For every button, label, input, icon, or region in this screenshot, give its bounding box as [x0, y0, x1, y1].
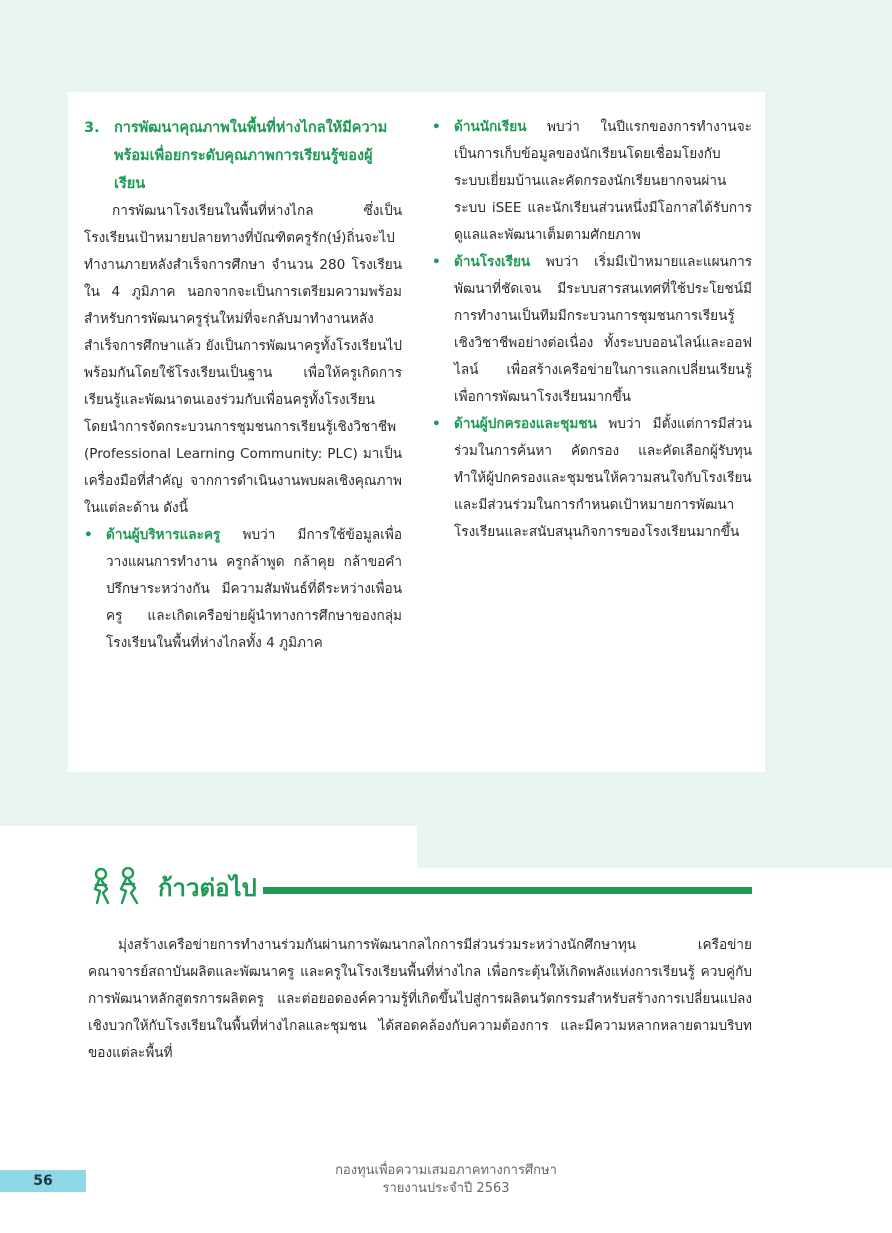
page-number: 56 [0, 1170, 86, 1192]
next-steps-title: ก้าวต่อไป [158, 873, 257, 902]
bullet-icon: • [432, 119, 441, 135]
left-column [84, 114, 402, 657]
bullet-text: พบว่า ในปีแรกของการทำงานจะเป็นการเก็บข้อมูลของนักเรียนโดยเชื่อมโยงกับระบบเยี่ยมบ้านและคัดกรองนักเรียนยากจนผ่านระบบ iSEE และนักเรียนส่วนหนึ่งมีโอกาสได้รับการดูแลและพัฒนาเต็มตามศักยภาพ [454, 119, 752, 243]
section-number: 3. [84, 120, 100, 136]
bullet-lead: ด้านผู้ปกครองและชุมชน [454, 416, 597, 432]
bullet-icon: • [432, 254, 441, 270]
bullet-lead: ด้านนักเรียน [454, 119, 527, 135]
bullet-text: พบว่า มีตั้งแต่การมีส่วนร่วมในการค้นหา คัดกรอง และคัดเลือกผู้รับทุน ทำให้ผู้ปกครองและชุมชนให้ความสนใจกับโรงเรียน และมีส่วนร่วมในการกำหนดเป้าหมายการพัฒนาโรงเรียนและสนับสนุนกิจการของโรงเรียนมากขึ้น [454, 416, 752, 540]
section-title: การพัฒนาคุณภาพในพื้นที่ห่างไกลให้มีความพร้อมเพื่อยกระดับคุณภาพการเรียนรู้ของผู้เรียน [114, 120, 388, 192]
bullet-icon: • [432, 416, 441, 432]
right-column [432, 114, 752, 546]
section-heading [84, 114, 402, 198]
list-item [432, 249, 752, 411]
bullet-text: พบว่า มีการใช้ข้อมูลเพื่อวางแผนการทำงาน ครูกล้าพูด กล้าคุย กล้าขอคำปรึกษาระหว่างกัน มีความสัมพันธ์ที่ดีระหว่างเพื่อนครู และเกิดเครือข่ายผู้นำทางการศึกษาของกลุ่มโรงเรียนในพื้นที่ห่างไกลทั้ง 4 ภูมิภาค [106, 527, 402, 651]
bullet-text: พบว่า เริ่มมีเป้าหมายและแผนการพัฒนาที่ชัดเจน มีระบบสารสนเทศที่ใช้ประโยชน์มีการทำงานเป็นทีมมีกระบวนการชุมชนการเรียนรู้เชิงวิชาชีพอย่างต่อเนื่อง ทั้งระบบออนไลน์และออฟไลน์ เพื่อสร้างเครือข่ายในการแลกเปลี่ยนเรียนรู้ เพื่อการพัฒนาโรงเรียนมากขึ้น [454, 254, 752, 405]
next-steps-body: มุ่งสร้างเครือข่ายการทำงานร่วมกันผ่านการพัฒนากลไกการมีส่วนร่วมระหว่างนักศึกษาทุน เครือข่ายคณาจารย์สถาบันผลิตและพัฒนาครู และครูในโรงเรียนพื้นที่ห่างไกล เพื่อกระตุ้นให้เกิดพลังแห่งการเรียนรู้ ควบคู่กับการพัฒนาหลักสูตรการผลิตครู และต่อยอดองค์ความรู้ที่เกิดขึ้นไปสู่การผลิตนวัตกรรมสำหรับสร้างการเปลี่ยนแปลงเชิงบวกให้กับโรงเรียนในพื้นที่ห่างไกลและชุมชน ได้สอดคล้องกับความต้องการ และมีความหลากหลายตามบริบทของแต่ละพื้นที่ [88, 937, 752, 1061]
bullet-icon: • [84, 527, 93, 543]
list-item [432, 411, 752, 546]
walking-people-icon [88, 867, 154, 907]
footer-line-2: รายงานประจำปี 2563 [382, 1181, 510, 1196]
list-item [432, 114, 752, 249]
footer [0, 1162, 892, 1198]
title-rule [263, 887, 752, 894]
bullet-lead: ด้านโรงเรียน [454, 254, 531, 270]
footer-line-1: กองทุนเพื่อความเสมอภาคทางการศึกษา [335, 1163, 557, 1178]
next-steps-header [88, 862, 752, 912]
list-item [84, 522, 402, 657]
next-steps-section [88, 862, 752, 1081]
bullet-lead: ด้านผู้บริหารและครู [106, 527, 221, 543]
section-paragraph: การพัฒนาโรงเรียนในพื้นที่ห่างไกล ซึ่งเป็นโรงเรียนเป้าหมายปลายทางที่บัณฑิตครูรัก(ษ์)ถิ่นจะไปทำงานภายหลังสำเร็จการศึกษา จำนวน 280 โรงเรียน ใน 4 ภูมิภาค นอกจากจะเป็นการเตรียมความพร้อมสำหรับการพัฒนาครูรุ่นใหม่ที่จะกลับมาทำงานหลังสำเร็จการศึกษาแล้ว ยังเป็นการพัฒนาครูทั้งโรงเรียนไปพร้อมกันโดยใช้โรงเรียนเป็นฐาน เพื่อให้ครูเกิดการเรียนรู้และพัฒนาตนเองร่วมกับเพื่อนครูทั้งโรงเรียน โดยนำการจัดกระบวนการชุมชนการเรียนรู้เชิงวิชาชีพ (Professional Learning Community: PLC) มาเป็นเครื่องมือที่สำคัญ จากการดำเนินงานพบผลเชิงคุณภาพในแต่ละด้าน ดังนี้ [84, 203, 402, 516]
